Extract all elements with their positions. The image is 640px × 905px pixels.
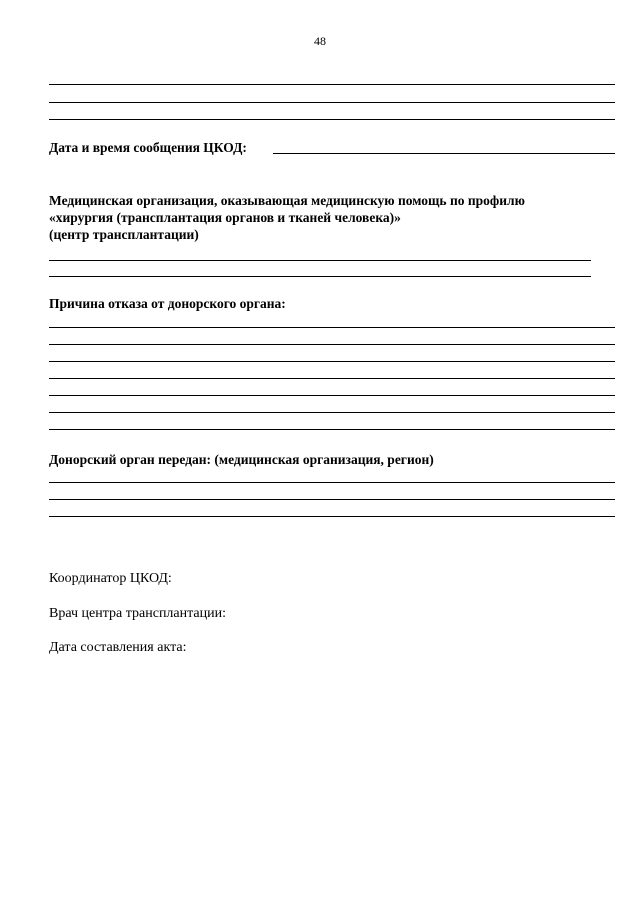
blank-line[interactable]	[49, 84, 615, 85]
transplant-doctor-label: Врач центра трансплантации:	[49, 606, 226, 621]
blank-line[interactable]	[49, 102, 615, 103]
report-datetime-label: Дата и время сообщения ЦКОД:	[49, 140, 247, 155]
refusal-reason-field[interactable]	[49, 429, 615, 430]
organ-transferred-label: Донорский орган передан: (медицинская организация, регион)	[49, 452, 434, 467]
refusal-reason-field[interactable]	[49, 378, 615, 379]
report-datetime-field[interactable]	[273, 153, 615, 154]
refusal-reason-label: Причина отказа от донорского органа:	[49, 296, 286, 311]
transplant-center-field[interactable]	[49, 276, 591, 277]
refusal-reason-field[interactable]	[49, 327, 615, 328]
transplant-center-heading-line1: Медицинская организация, оказывающая медицинскую помощь по профилю	[49, 193, 525, 208]
organ-transferred-field[interactable]	[49, 499, 615, 500]
transplant-center-heading-line2: «хирургия (трансплантация органов и тканей человека)»	[49, 210, 401, 225]
organ-transferred-field[interactable]	[49, 516, 615, 517]
blank-line[interactable]	[49, 119, 615, 120]
transplant-center-field[interactable]	[49, 260, 591, 261]
transplant-center-heading-line3: (центр трансплантации)	[49, 227, 199, 242]
organ-transferred-field[interactable]	[49, 482, 615, 483]
refusal-reason-field[interactable]	[49, 395, 615, 396]
refusal-reason-field[interactable]	[49, 361, 615, 362]
page-number: 48	[314, 34, 326, 48]
refusal-reason-field[interactable]	[49, 344, 615, 345]
coordinator-label: Координатор ЦКОД:	[49, 571, 172, 586]
refusal-reason-field[interactable]	[49, 412, 615, 413]
act-date-label: Дата составления акта:	[49, 640, 187, 655]
